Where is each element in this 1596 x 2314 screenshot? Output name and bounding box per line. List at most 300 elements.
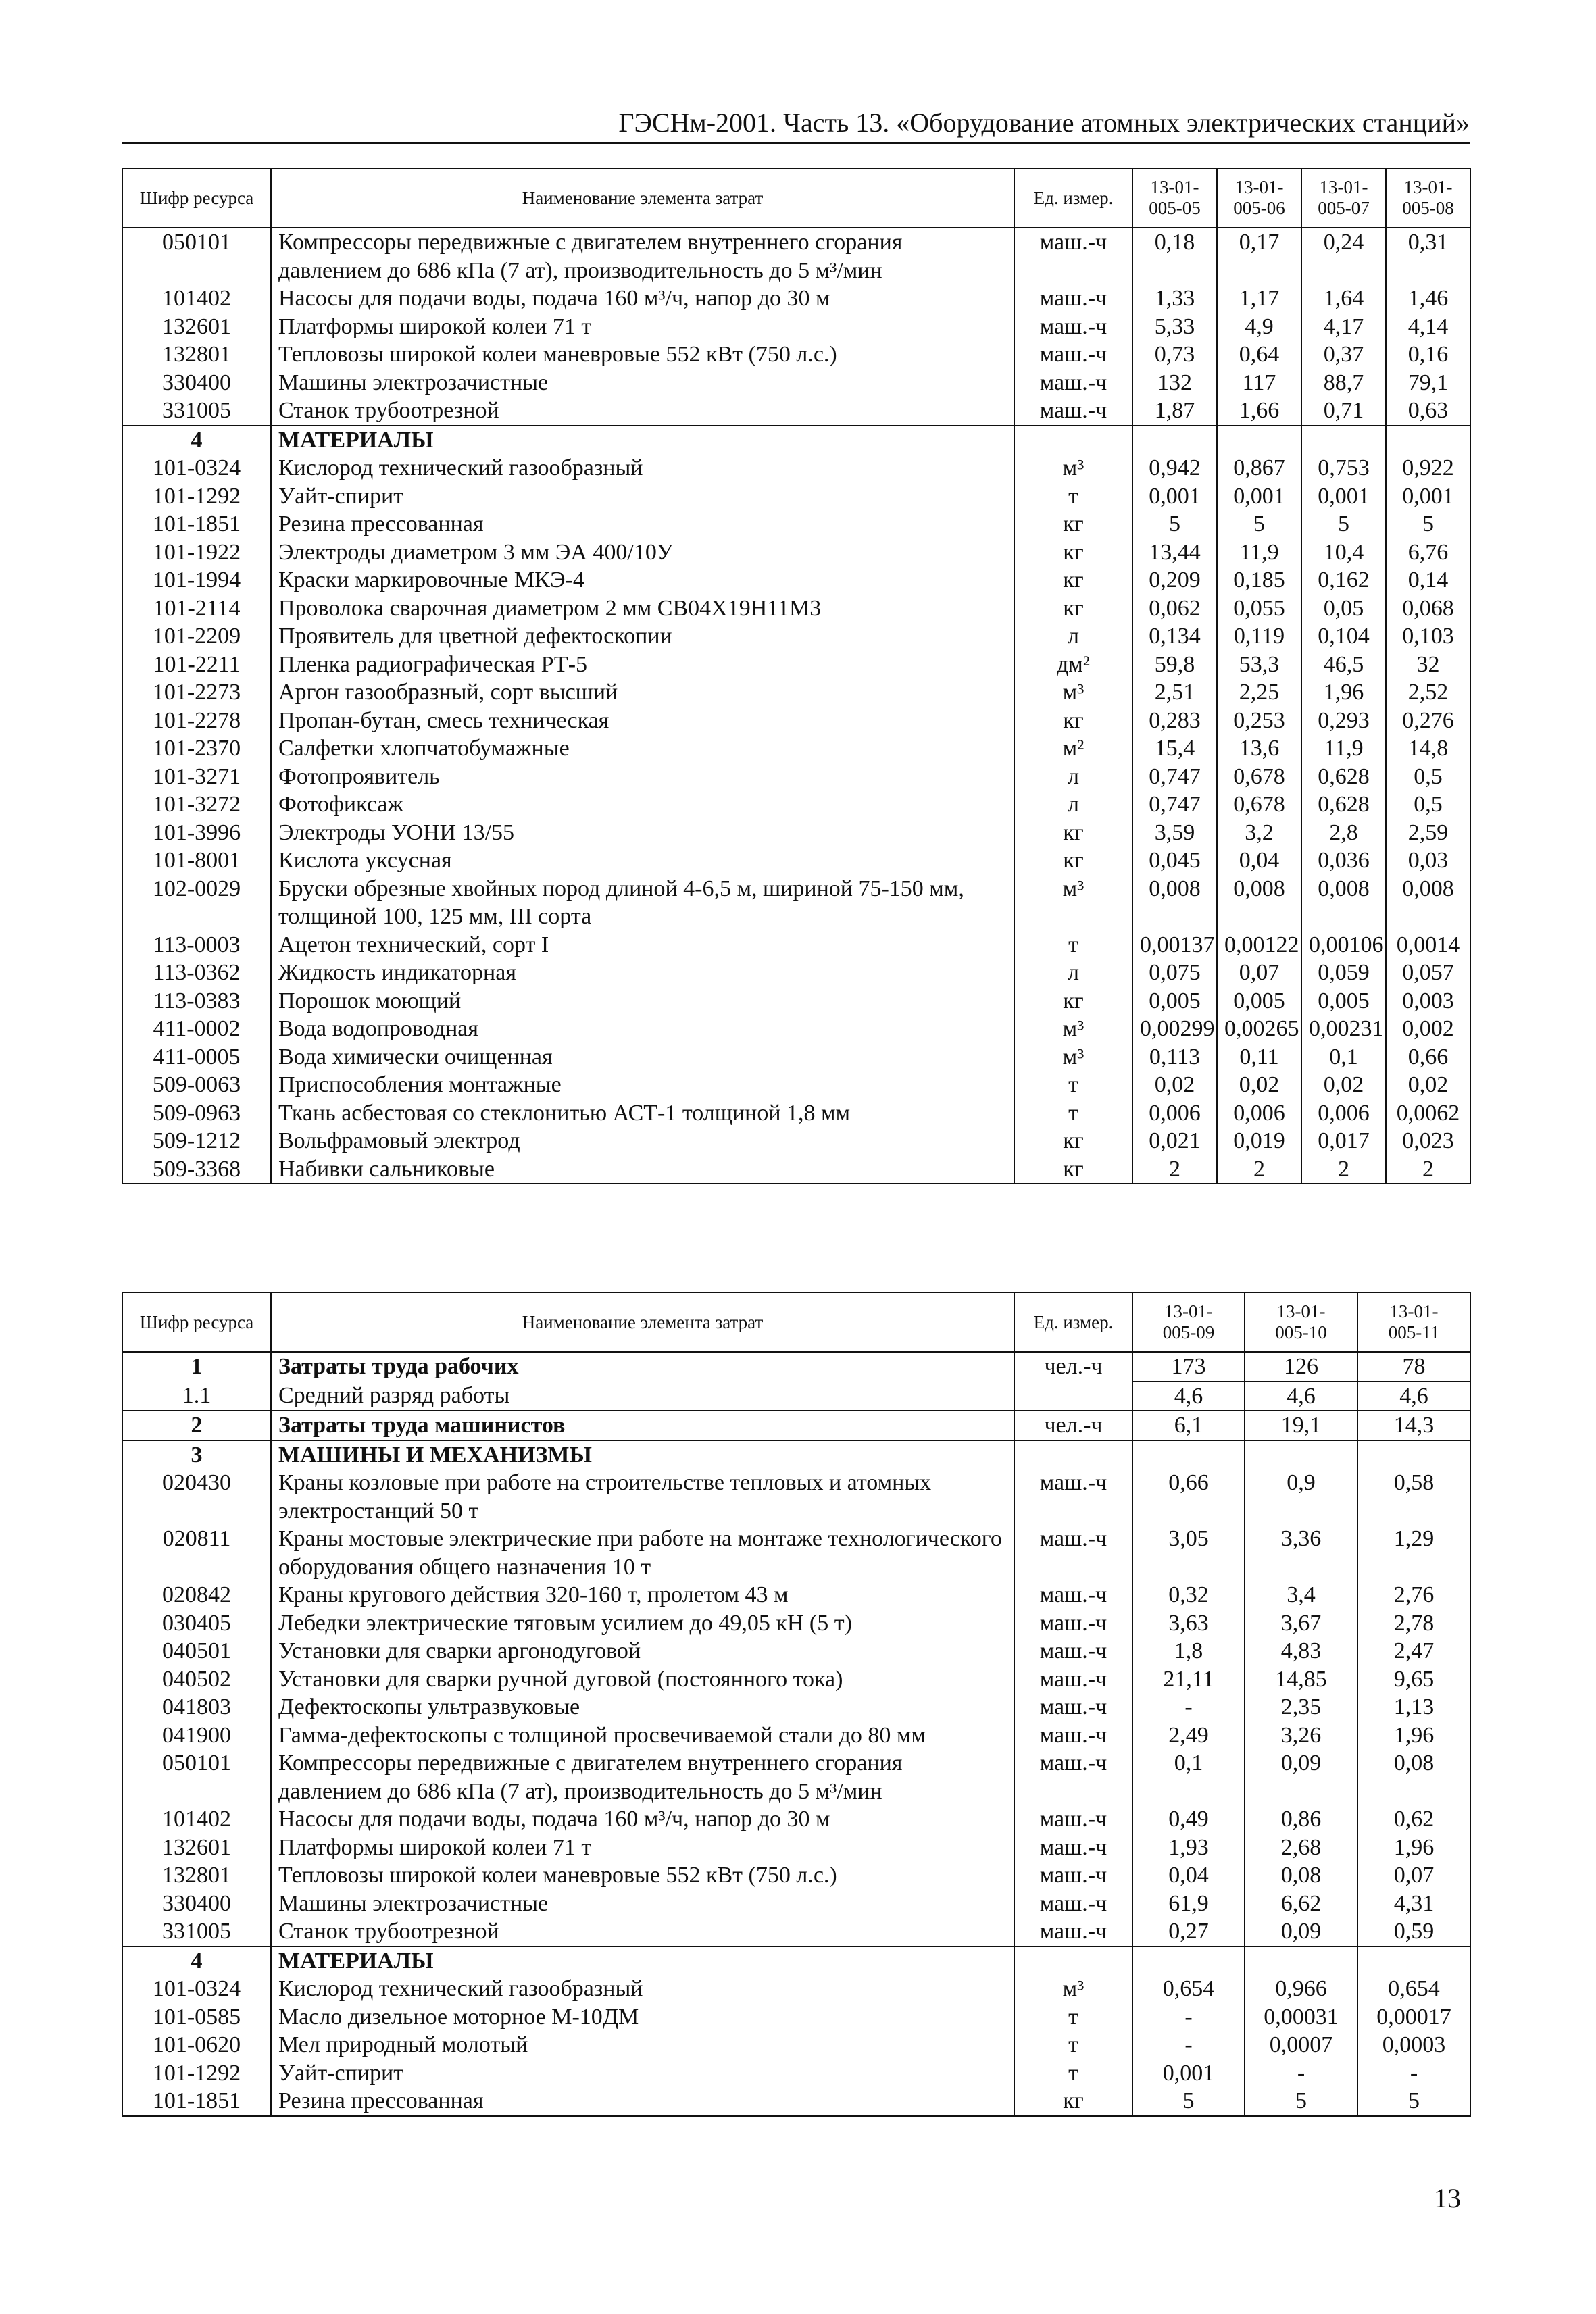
header-col-1: 13-01- 005-09 <box>1132 1292 1245 1352</box>
resource-name: Краны кругового действия 320-160 т, пролетом 43 м <box>271 1581 1014 1609</box>
resource-code: 2 <box>122 1411 271 1440</box>
resource-name: Тепловозы широкой колеи маневровые 552 кВт (750 л.с.) <box>271 1861 1014 1890</box>
value-cell: 0,021 <box>1132 1127 1217 1155</box>
resource-code: 132601 <box>122 313 271 341</box>
unit-of-measure: маш.-ч <box>1014 1749 1132 1805</box>
value-cell: 13,6 <box>1217 734 1301 763</box>
resource-name: Бруски обрезные хвойных пород длиной 4-6,5 м, шириной 75-150 мм, толщиной 100, 125 мм, III сорта <box>271 875 1014 931</box>
resource-code: 101-1922 <box>122 538 271 567</box>
value-cell: 2 <box>1386 1155 1470 1184</box>
resource-table-1 <box>122 168 1471 1184</box>
unit-of-measure: кг <box>1014 819 1132 847</box>
resource-code: 101-1292 <box>122 2059 271 2088</box>
value-cell: 0,017 <box>1301 1127 1386 1155</box>
resource-code: 132801 <box>122 341 271 369</box>
table-row <box>122 790 1470 819</box>
value-cell: 0,942 <box>1132 454 1217 482</box>
table-row <box>122 313 1470 341</box>
value-cell: 0,0007 <box>1245 2031 1357 2059</box>
unit-of-measure <box>1014 1382 1132 1411</box>
table-row <box>122 2031 1470 2059</box>
value-cell: 3,36 <box>1245 1525 1357 1581</box>
page-number: 13 <box>1434 2183 1461 2213</box>
value-cell: 0,104 <box>1301 622 1386 651</box>
resource-name: Тепловозы широкой колеи маневровые 552 кВт (750 л.с.) <box>271 341 1014 369</box>
table-row <box>122 734 1470 763</box>
resource-name: Станок трубоотрезной <box>271 1917 1014 1946</box>
value-cell: 1,64 <box>1301 284 1386 313</box>
value-cell <box>1132 426 1217 455</box>
value-cell: 3,67 <box>1245 1609 1357 1638</box>
unit-of-measure: кг <box>1014 1155 1132 1184</box>
value-cell <box>1132 1440 1245 1469</box>
unit-of-measure: маш.-ч <box>1014 1721 1132 1750</box>
resource-name: Станок трубоотрезной <box>271 397 1014 426</box>
unit-of-measure: т <box>1014 931 1132 959</box>
resource-code: 411-0005 <box>122 1043 271 1072</box>
value-cell: 0,11 <box>1217 1043 1301 1072</box>
resource-code: 030405 <box>122 1609 271 1638</box>
table-row <box>122 931 1470 959</box>
table-row <box>122 1917 1470 1946</box>
value-cell: 14,3 <box>1357 1411 1470 1440</box>
value-cell: 1,87 <box>1132 397 1217 426</box>
unit-of-measure: маш.-ч <box>1014 1525 1132 1581</box>
unit-of-measure: маш.-ч <box>1014 284 1132 313</box>
unit-of-measure: маш.-ч <box>1014 313 1132 341</box>
value-cell: 0,753 <box>1301 454 1386 482</box>
resource-code: 4 <box>122 426 271 455</box>
resource-code: 101402 <box>122 284 271 313</box>
value-cell: 0,63 <box>1386 397 1470 426</box>
value-cell: 0,922 <box>1386 454 1470 482</box>
value-cell: 0,0003 <box>1357 2031 1470 2059</box>
resource-code: 113-0003 <box>122 931 271 959</box>
value-cell: 0,59 <box>1357 1917 1470 1946</box>
value-cell: 0,27 <box>1132 1917 1245 1946</box>
resource-code: 050101 <box>122 1749 271 1805</box>
value-cell: 4,9 <box>1217 313 1301 341</box>
resource-name: Вода химически очищенная <box>271 1043 1014 1072</box>
value-cell: 0,628 <box>1301 763 1386 791</box>
unit-of-measure: маш.-ч <box>1014 397 1132 426</box>
header-col-2: 13-01- 005-10 <box>1245 1292 1357 1352</box>
value-cell: 13,44 <box>1132 538 1217 567</box>
value-cell: 0,1 <box>1132 1749 1245 1805</box>
value-cell: 0,02 <box>1132 1071 1217 1099</box>
resource-code: 020430 <box>122 1469 271 1525</box>
value-cell: 19,1 <box>1245 1411 1357 1440</box>
value-cell: 79,1 <box>1386 369 1470 397</box>
resource-code: 330400 <box>122 369 271 397</box>
resource-code: 4 <box>122 1946 271 1976</box>
table-row <box>122 369 1470 397</box>
value-cell: 4,6 <box>1357 1382 1470 1411</box>
table-row <box>122 1525 1470 1581</box>
table-row <box>122 707 1470 735</box>
resource-name: Жидкость индикаторная <box>271 959 1014 987</box>
value-cell: 78 <box>1357 1352 1470 1382</box>
resource-code: 330400 <box>122 1890 271 1918</box>
value-cell: 0,019 <box>1217 1127 1301 1155</box>
unit-of-measure: л <box>1014 763 1132 791</box>
resource-code: 101-1851 <box>122 510 271 538</box>
unit-of-measure: маш.-ч <box>1014 1637 1132 1665</box>
value-cell: 0,185 <box>1217 566 1301 595</box>
resource-code: 132801 <box>122 1861 271 1890</box>
resource-code: 101-1994 <box>122 566 271 595</box>
value-cell: 0,966 <box>1245 1975 1357 2003</box>
resource-code: 509-3368 <box>122 1155 271 1184</box>
resource-name: Аргон газообразный, сорт высший <box>271 678 1014 707</box>
value-cell: 1,66 <box>1217 397 1301 426</box>
value-cell: 2,52 <box>1386 678 1470 707</box>
table-row <box>122 566 1470 595</box>
value-cell: 5 <box>1217 510 1301 538</box>
unit-of-measure: кг <box>1014 595 1132 623</box>
resource-code: 101-3271 <box>122 763 271 791</box>
value-cell: 3,2 <box>1217 819 1301 847</box>
resource-code: 101-2211 <box>122 651 271 679</box>
resource-name: Фотофиксаж <box>271 790 1014 819</box>
value-cell: 0,86 <box>1245 1805 1357 1834</box>
value-cell: 0,00106 <box>1301 931 1386 959</box>
table-row <box>122 1071 1470 1099</box>
value-cell: 0,119 <box>1217 622 1301 651</box>
header-col-3: 13-01- 005-11 <box>1357 1292 1470 1352</box>
value-cell: - <box>1132 2003 1245 2032</box>
resource-code: 101-1292 <box>122 482 271 511</box>
table-row <box>122 1015 1470 1043</box>
value-cell <box>1245 1440 1357 1469</box>
value-cell: 2,51 <box>1132 678 1217 707</box>
table-row <box>122 284 1470 313</box>
unit-of-measure: маш.-ч <box>1014 1609 1132 1638</box>
resource-name: Салфетки хлопчатобумажные <box>271 734 1014 763</box>
value-cell: 0,00231 <box>1301 1015 1386 1043</box>
value-cell: 126 <box>1245 1352 1357 1382</box>
value-cell: 2,78 <box>1357 1609 1470 1638</box>
unit-of-measure: маш.-ч <box>1014 1890 1132 1918</box>
unit-of-measure: м³ <box>1014 678 1132 707</box>
resource-name: Дефектоскопы ультразвуковые <box>271 1693 1014 1721</box>
value-cell: 2 <box>1301 1155 1386 1184</box>
value-cell: 0,00137 <box>1132 931 1217 959</box>
value-cell: 0,18 <box>1132 228 1217 284</box>
resource-name: Компрессоры передвижные с двигателем внутреннего сгорания давлением до 686 кПа (7 ат), производительность до 5 м³/мин <box>271 1749 1014 1805</box>
section-row <box>122 1352 1470 1382</box>
resource-code: 101-2114 <box>122 595 271 623</box>
value-cell: 1,96 <box>1357 1721 1470 1750</box>
value-cell: 0,64 <box>1217 341 1301 369</box>
value-cell: 0,00031 <box>1245 2003 1357 2032</box>
value-cell: 0,008 <box>1386 875 1470 931</box>
value-cell: 0,002 <box>1386 1015 1470 1043</box>
value-cell: 21,11 <box>1132 1665 1245 1694</box>
table-row <box>122 1127 1470 1155</box>
value-cell: 0,005 <box>1132 987 1217 1015</box>
value-cell: 0,32 <box>1132 1581 1245 1609</box>
table-row <box>122 1805 1470 1834</box>
table-row <box>122 454 1470 482</box>
value-cell: 2,47 <box>1357 1637 1470 1665</box>
resource-name: Гамма-дефектоскопы с толщиной просвечиваемой стали до 80 мм <box>271 1721 1014 1750</box>
value-cell: 0,00265 <box>1217 1015 1301 1043</box>
value-cell: 5 <box>1132 510 1217 538</box>
resource-code: 411-0002 <box>122 1015 271 1043</box>
value-cell: 5 <box>1132 2087 1245 2116</box>
resource-code: 113-0362 <box>122 959 271 987</box>
value-cell: 0,07 <box>1357 1861 1470 1890</box>
value-cell: 0,055 <box>1217 595 1301 623</box>
value-cell <box>1132 1946 1245 1976</box>
value-cell: 0,24 <box>1301 228 1386 284</box>
value-cell: - <box>1245 2059 1357 2088</box>
resource-name: Уайт-спирит <box>271 2059 1014 2088</box>
table-row <box>122 622 1470 651</box>
value-cell: 0,09 <box>1245 1749 1357 1805</box>
unit-of-measure: кг <box>1014 2087 1132 2116</box>
table-row <box>122 987 1470 1015</box>
table-row <box>122 678 1470 707</box>
value-cell: 0,37 <box>1301 341 1386 369</box>
section-row <box>122 1946 1470 1976</box>
section-row <box>122 1440 1470 1469</box>
value-cell: 0,008 <box>1217 875 1301 931</box>
value-cell: 132 <box>1132 369 1217 397</box>
resource-name: Насосы для подачи воды, подача 160 м³/ч, напор до 30 м <box>271 284 1014 313</box>
resource-code: 101-2273 <box>122 678 271 707</box>
unit-of-measure: т <box>1014 482 1132 511</box>
unit-of-measure: маш.-ч <box>1014 369 1132 397</box>
resource-name: МАТЕРИАЛЫ <box>271 1946 1014 1976</box>
unit-of-measure: кг <box>1014 987 1132 1015</box>
resource-name: Резина прессованная <box>271 510 1014 538</box>
resource-code: 101-3996 <box>122 819 271 847</box>
value-cell: 0,02 <box>1217 1071 1301 1099</box>
unit-of-measure: м³ <box>1014 875 1132 931</box>
value-cell: 3,4 <box>1245 1581 1357 1609</box>
value-cell: 1,96 <box>1357 1834 1470 1862</box>
table-row <box>122 959 1470 987</box>
value-cell: 1,8 <box>1132 1637 1245 1665</box>
resource-name: Средний разряд работы <box>271 1382 1014 1411</box>
value-cell: 5 <box>1301 510 1386 538</box>
resource-code: 020811 <box>122 1525 271 1581</box>
resource-name: Резина прессованная <box>271 2087 1014 2116</box>
header-rule <box>122 142 1470 144</box>
resource-code: 101-2370 <box>122 734 271 763</box>
value-cell: 2,49 <box>1132 1721 1245 1750</box>
value-cell: 11,9 <box>1217 538 1301 567</box>
resource-name: Краски маркировочные МКЭ-4 <box>271 566 1014 595</box>
resource-code: 041803 <box>122 1693 271 1721</box>
unit-of-measure: маш.-ч <box>1014 1693 1132 1721</box>
value-cell: 0,001 <box>1132 482 1217 511</box>
header-code: Шифр ресурса <box>122 1292 271 1352</box>
resource-code: 101-3272 <box>122 790 271 819</box>
value-cell: 4,83 <box>1245 1637 1357 1665</box>
value-cell: 0,03 <box>1386 847 1470 875</box>
unit-of-measure: маш.-ч <box>1014 1581 1132 1609</box>
value-cell: 1,13 <box>1357 1693 1470 1721</box>
resource-name: Кислота уксусная <box>271 847 1014 875</box>
table-row <box>122 2059 1470 2088</box>
value-cell: 0,00299 <box>1132 1015 1217 1043</box>
resource-code: 050101 <box>122 228 271 284</box>
value-cell: 2,59 <box>1386 819 1470 847</box>
header-code: Шифр ресурса <box>122 168 271 228</box>
resource-name: Затраты труда машинистов <box>271 1411 1014 1440</box>
resource-name: Кислород технический газообразный <box>271 454 1014 482</box>
unit-of-measure: т <box>1014 1099 1132 1128</box>
resource-name: Насосы для подачи воды, подача 160 м³/ч, напор до 30 м <box>271 1805 1014 1834</box>
resource-code: 020842 <box>122 1581 271 1609</box>
resource-name: Фотопроявитель <box>271 763 1014 791</box>
value-cell: 117 <box>1217 369 1301 397</box>
value-cell <box>1301 426 1386 455</box>
resource-name: Масло дизельное моторное М-10ДМ <box>271 2003 1014 2032</box>
unit-of-measure: т <box>1014 2059 1132 2088</box>
resource-code: 509-1212 <box>122 1127 271 1155</box>
unit-of-measure: кг <box>1014 566 1132 595</box>
value-cell: 4,17 <box>1301 313 1386 341</box>
value-cell: 0,14 <box>1386 566 1470 595</box>
table-row <box>122 1609 1470 1638</box>
value-cell: 6,1 <box>1132 1411 1245 1440</box>
unit-of-measure: маш.-ч <box>1014 1665 1132 1694</box>
value-cell: 0,71 <box>1301 397 1386 426</box>
unit-of-measure: чел.-ч <box>1014 1411 1132 1440</box>
resource-code: 113-0383 <box>122 987 271 1015</box>
unit-of-measure: л <box>1014 959 1132 987</box>
value-cell: 2,8 <box>1301 819 1386 847</box>
value-cell: 4,6 <box>1245 1382 1357 1411</box>
resource-code: 101-0324 <box>122 1975 271 2003</box>
value-cell: 14,8 <box>1386 734 1470 763</box>
value-cell: 0,023 <box>1386 1127 1470 1155</box>
value-cell: 0,062 <box>1132 595 1217 623</box>
unit-of-measure: кг <box>1014 538 1132 567</box>
resource-code: 040501 <box>122 1637 271 1665</box>
unit-of-measure: м³ <box>1014 1043 1132 1072</box>
unit-of-measure: маш.-ч <box>1014 1834 1132 1862</box>
value-cell: 0,001 <box>1301 482 1386 511</box>
value-cell: 0,628 <box>1301 790 1386 819</box>
value-cell: 2,35 <box>1245 1693 1357 1721</box>
value-cell: 0,036 <box>1301 847 1386 875</box>
value-cell: 0,747 <box>1132 790 1217 819</box>
resource-code: 101-0585 <box>122 2003 271 2032</box>
table-row <box>122 1721 1470 1750</box>
resource-code: 331005 <box>122 397 271 426</box>
value-cell: 0,003 <box>1386 987 1470 1015</box>
value-cell: 9,65 <box>1357 1665 1470 1694</box>
value-cell: 4,6 <box>1132 1382 1245 1411</box>
unit-of-measure: м² <box>1014 734 1132 763</box>
resource-code: 101-8001 <box>122 847 271 875</box>
table-row <box>122 1834 1470 1862</box>
resource-code: 102-0029 <box>122 875 271 931</box>
table-row <box>122 595 1470 623</box>
resource-name: Кислород технический газообразный <box>271 1975 1014 2003</box>
value-cell: 32 <box>1386 651 1470 679</box>
resource-name: Пропан-бутан, смесь техническая <box>271 707 1014 735</box>
resource-code: 101-0324 <box>122 454 271 482</box>
header-unit: Ед. измер. <box>1014 168 1132 228</box>
value-cell: 0,66 <box>1386 1043 1470 1072</box>
value-cell: 0,9 <box>1245 1469 1357 1525</box>
value-cell: 0,04 <box>1132 1861 1245 1890</box>
value-cell: 0,008 <box>1132 875 1217 931</box>
value-cell: 88,7 <box>1301 369 1386 397</box>
value-cell: 0,008 <box>1301 875 1386 931</box>
table-row <box>122 1890 1470 1918</box>
resource-code: 101-0620 <box>122 2031 271 2059</box>
table-row <box>122 1749 1470 1805</box>
resource-name: Набивки сальниковые <box>271 1155 1014 1184</box>
value-cell: 59,8 <box>1132 651 1217 679</box>
value-cell: 0,58 <box>1357 1469 1470 1525</box>
value-cell: 0,293 <box>1301 707 1386 735</box>
value-cell: 0,73 <box>1132 341 1217 369</box>
value-cell: - <box>1132 2031 1245 2059</box>
value-cell: 0,001 <box>1386 482 1470 511</box>
value-cell: 0,005 <box>1301 987 1386 1015</box>
unit-of-measure <box>1014 1440 1132 1469</box>
resource-name: Вольфрамовый электрод <box>271 1127 1014 1155</box>
value-cell: 15,4 <box>1132 734 1217 763</box>
resource-name: Установки для сварки аргонодуговой <box>271 1637 1014 1665</box>
value-cell: 1,96 <box>1301 678 1386 707</box>
resource-name: Порошок моющий <box>271 987 1014 1015</box>
value-cell <box>1245 1946 1357 1976</box>
resource-code: 101-2209 <box>122 622 271 651</box>
value-cell: 0,654 <box>1357 1975 1470 2003</box>
table-row <box>122 1382 1470 1411</box>
resource-code: 509-0063 <box>122 1071 271 1099</box>
resource-code: 101-2278 <box>122 707 271 735</box>
unit-of-measure: м³ <box>1014 1975 1132 2003</box>
value-cell: 0,103 <box>1386 622 1470 651</box>
resource-name: Затраты труда рабочих <box>271 1352 1014 1382</box>
value-cell: 0,001 <box>1217 482 1301 511</box>
value-cell: 0,49 <box>1132 1805 1245 1834</box>
value-cell: 1,46 <box>1386 284 1470 313</box>
value-cell: 0,276 <box>1386 707 1470 735</box>
value-cell: 0,02 <box>1301 1071 1386 1099</box>
table-row <box>122 482 1470 511</box>
value-cell: 4,14 <box>1386 313 1470 341</box>
value-cell: 3,05 <box>1132 1525 1245 1581</box>
value-cell: 0,068 <box>1386 595 1470 623</box>
value-cell: 5 <box>1386 510 1470 538</box>
value-cell: 0,162 <box>1301 566 1386 595</box>
unit-of-measure: маш.-ч <box>1014 1805 1132 1834</box>
value-cell: 173 <box>1132 1352 1245 1382</box>
table-row <box>122 651 1470 679</box>
resource-name: Мел природный молотый <box>271 2031 1014 2059</box>
value-cell: 3,63 <box>1132 1609 1245 1638</box>
resource-code: 132601 <box>122 1834 271 1862</box>
unit-of-measure: т <box>1014 1071 1132 1099</box>
resource-name: Платформы широкой колеи 71 т <box>271 1834 1014 1862</box>
unit-of-measure: т <box>1014 2031 1132 2059</box>
header-name: Наименование элемента затрат <box>271 168 1014 228</box>
section-row <box>122 1411 1470 1440</box>
unit-of-measure: чел.-ч <box>1014 1352 1132 1382</box>
resource-code: 1 <box>122 1352 271 1382</box>
